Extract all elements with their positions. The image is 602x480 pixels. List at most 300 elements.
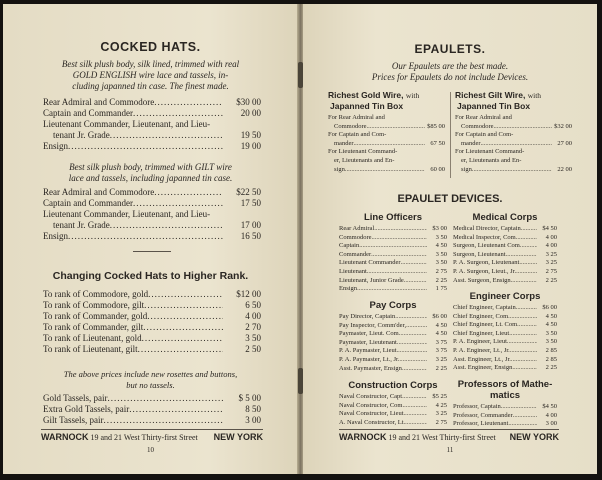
item-price: 3 50 bbox=[545, 329, 557, 337]
item-price: 20 00 bbox=[240, 108, 261, 118]
divider bbox=[133, 251, 171, 252]
price-row bbox=[43, 311, 261, 322]
price-row bbox=[339, 313, 447, 322]
heading-line: with bbox=[527, 91, 542, 100]
price-row bbox=[339, 277, 447, 286]
construction-corps-section bbox=[339, 380, 447, 427]
price-row bbox=[453, 364, 557, 373]
gold-hat-price-list bbox=[43, 97, 261, 152]
item-label: Rear Admiral and Commodore bbox=[43, 187, 155, 197]
price-row bbox=[453, 259, 557, 268]
price-row bbox=[455, 166, 572, 175]
epaulets-title: EPAULETS. bbox=[414, 42, 486, 56]
price-row bbox=[43, 130, 261, 141]
leader-dots bbox=[110, 220, 223, 231]
leader-dots bbox=[481, 140, 553, 149]
price-row bbox=[43, 198, 261, 209]
item-label: Gold Tassels, pair bbox=[43, 393, 108, 403]
price-row bbox=[339, 347, 447, 356]
leader-dots bbox=[107, 393, 223, 404]
leader-dots bbox=[511, 356, 537, 365]
leader-dots bbox=[345, 166, 425, 175]
price-row bbox=[339, 322, 447, 331]
item-label: Naval Constructor, Com. bbox=[339, 401, 405, 409]
line-officers-rows bbox=[339, 225, 447, 294]
engineer-corps-heading: Engineer Corps bbox=[469, 291, 541, 302]
item-price: 3 50 bbox=[435, 233, 447, 241]
price-row bbox=[339, 410, 447, 419]
item-label: P. A. Paymaster, Lt., Jr. bbox=[339, 355, 400, 363]
leader-dots bbox=[521, 242, 537, 251]
item-price: 4 50 bbox=[435, 242, 447, 250]
item-price: 2 70 bbox=[245, 322, 261, 332]
item-price: 2 25 bbox=[435, 276, 447, 284]
gilt-hat-price-list bbox=[43, 187, 261, 242]
desc-line: cluding japanned tin case. The finest made. bbox=[72, 81, 229, 91]
line-officers-section bbox=[339, 212, 447, 294]
leader-dots bbox=[133, 198, 223, 209]
price-row bbox=[339, 365, 447, 374]
price-row bbox=[453, 225, 557, 234]
leader-dots bbox=[374, 225, 427, 234]
item-label: Lieutenant Commander, Lieutenant, and Lieu- bbox=[43, 209, 211, 219]
cocked-hats-desc1 bbox=[3, 59, 298, 92]
item-price: 3 00 bbox=[245, 415, 261, 425]
leader-dots bbox=[405, 419, 427, 428]
leader-dots bbox=[510, 347, 537, 356]
item-price: 3 50 bbox=[545, 338, 557, 346]
leader-dots bbox=[516, 268, 537, 277]
leader-dots bbox=[133, 108, 223, 119]
note-line: but no tassels. bbox=[126, 380, 175, 390]
item-label: Commodore bbox=[334, 122, 367, 130]
item-price: 3 25 bbox=[435, 410, 447, 418]
item-label: Asst. Engineer, Ensign bbox=[453, 364, 513, 372]
item-price: 3 25 bbox=[545, 259, 557, 267]
footer-city: NEW YORK bbox=[509, 432, 559, 442]
leader-dots bbox=[506, 251, 537, 260]
price-row bbox=[339, 242, 447, 251]
item-price: 3 75 bbox=[435, 347, 447, 355]
leader-dots bbox=[398, 347, 427, 356]
price-row bbox=[328, 157, 445, 166]
desc-line: GOLD ENGLISH wire lace and tassels, in- bbox=[72, 70, 229, 80]
leader-dots bbox=[372, 234, 428, 243]
item-price: $22 50 bbox=[236, 187, 261, 197]
item-label: Lieutenant Commander bbox=[339, 259, 401, 267]
item-price: $6 00 bbox=[542, 304, 557, 311]
right-page bbox=[303, 4, 597, 474]
construction-corps-rows bbox=[339, 393, 447, 427]
math-professors-section bbox=[453, 379, 557, 429]
leader-dots bbox=[154, 97, 223, 108]
item-label: For Rear Admiral and bbox=[455, 114, 512, 121]
gilt-epaulet-box bbox=[455, 90, 572, 174]
item-price: $32 00 bbox=[554, 122, 572, 130]
price-row bbox=[43, 97, 261, 108]
leader-dots bbox=[511, 330, 537, 339]
gold-epaulet-box bbox=[328, 90, 445, 174]
item-label: sign bbox=[334, 165, 345, 173]
item-price: 4 25 bbox=[435, 401, 447, 409]
leader-dots bbox=[154, 187, 223, 198]
price-row bbox=[328, 123, 445, 132]
leader-dots bbox=[512, 364, 537, 373]
item-label: Gilt Tassels, pair bbox=[43, 415, 104, 425]
leader-dots bbox=[354, 140, 426, 149]
leader-dots bbox=[143, 322, 223, 333]
cocked-hats-title: COCKED HATS. bbox=[100, 40, 201, 54]
item-price: 3 25 bbox=[435, 355, 447, 363]
item-price: 3 50 bbox=[245, 333, 261, 343]
item-price: 2 25 bbox=[545, 364, 557, 372]
item-price: 2 25 bbox=[435, 364, 447, 372]
item-price: 60 00 bbox=[430, 165, 445, 173]
item-price: 4 00 bbox=[545, 233, 557, 241]
item-label: Naval Constructor, Lieut. bbox=[339, 410, 406, 418]
item-price: 17 50 bbox=[240, 198, 261, 208]
item-label: Commander bbox=[339, 250, 372, 258]
price-row bbox=[339, 419, 447, 428]
item-label: P. A. Paymaster, Lieut. bbox=[339, 347, 399, 355]
footer-rule bbox=[339, 429, 559, 430]
item-label: Asst. Paymaster, Ensign bbox=[339, 364, 402, 372]
price-row bbox=[43, 209, 261, 220]
item-price: $4 50 bbox=[542, 403, 557, 410]
item-label: To rank of Lieutenant, gilt bbox=[43, 344, 138, 354]
price-row bbox=[455, 157, 572, 166]
item-label: Lieutenant bbox=[339, 267, 367, 275]
price-row bbox=[43, 300, 261, 311]
leader-dots bbox=[371, 251, 427, 260]
item-price: 3 50 bbox=[435, 259, 447, 267]
leader-dots bbox=[147, 311, 223, 322]
footer-address: 19 and 21 West Thirty-first Street bbox=[90, 433, 198, 442]
leader-dots bbox=[519, 259, 537, 268]
leader-dots bbox=[148, 289, 223, 300]
price-row bbox=[328, 131, 445, 140]
price-row bbox=[43, 404, 261, 415]
leader-dots bbox=[144, 300, 223, 311]
item-label: P. A. Engineer, Lt., Jr. bbox=[453, 346, 510, 354]
item-label: Ensign bbox=[43, 141, 69, 151]
price-row bbox=[453, 321, 557, 330]
item-price: 6 50 bbox=[245, 300, 261, 310]
item-price: 2 85 bbox=[545, 346, 557, 354]
engineer-corps-rows bbox=[453, 304, 557, 373]
leader-dots bbox=[399, 356, 427, 365]
item-label: Lieutenant, Junior Grade bbox=[339, 276, 404, 284]
item-label: Commodore bbox=[461, 122, 494, 130]
item-price: 19 50 bbox=[240, 130, 261, 140]
item-price: 2 85 bbox=[545, 355, 557, 363]
item-price: $6 00 bbox=[432, 313, 447, 320]
item-label: Chief Engineer, Captain bbox=[453, 304, 516, 311]
price-row bbox=[339, 251, 447, 260]
item-price: 3 00 bbox=[545, 420, 557, 428]
item-price: 2 75 bbox=[435, 418, 447, 426]
medical-corps-section bbox=[453, 212, 557, 285]
leader-dots bbox=[400, 330, 427, 339]
price-row bbox=[43, 393, 261, 404]
item-label: Ensign bbox=[43, 231, 69, 241]
footer-brand: WARNOCK bbox=[41, 432, 89, 442]
price-row bbox=[328, 140, 445, 149]
item-label: Naval Constructor, Capt. bbox=[339, 393, 404, 400]
heading-line: Richest Gilt Wire, bbox=[455, 90, 526, 100]
item-price: 4 00 bbox=[545, 411, 557, 419]
item-label: Paymaster, Lieut. Com. bbox=[339, 330, 401, 338]
page-number: 10 bbox=[147, 446, 154, 454]
heading-line: with bbox=[405, 91, 420, 100]
item-label: tenant Jr. Grade bbox=[53, 220, 110, 230]
item-price: $5 25 bbox=[432, 393, 447, 400]
item-label: A. Naval Constructor, Lt. bbox=[339, 418, 406, 426]
item-label: For Captain and Com- bbox=[455, 131, 514, 139]
price-row bbox=[339, 339, 447, 348]
item-price: 27 00 bbox=[557, 139, 572, 147]
line-officers-heading: Line Officers bbox=[363, 212, 423, 223]
item-price: 4 00 bbox=[245, 311, 261, 321]
item-label: To rank of Commodore, gilt bbox=[43, 300, 145, 310]
price-row bbox=[339, 259, 447, 268]
price-row bbox=[43, 322, 261, 333]
item-label: Paymaster, Lieutenant bbox=[339, 338, 397, 346]
math-professors-rows bbox=[453, 403, 557, 429]
heading-line: Japanned Tin Box bbox=[330, 101, 404, 111]
item-label: Captain bbox=[339, 242, 360, 250]
gold-epaulet-rows bbox=[328, 114, 445, 174]
item-label: Asst. Engineer, Lt., Jr. bbox=[453, 355, 511, 363]
item-price: 4 50 bbox=[545, 321, 557, 329]
item-label: For Captain and Com- bbox=[328, 131, 387, 139]
item-price: 2 50 bbox=[245, 344, 261, 354]
pay-corps-section bbox=[339, 300, 447, 373]
leader-dots bbox=[508, 420, 537, 429]
item-label: Extra Gold Tassels, pair bbox=[43, 404, 130, 414]
item-label: Ensign bbox=[339, 285, 358, 293]
heading-line: matics bbox=[489, 390, 521, 401]
item-price: $ 5 00 bbox=[238, 393, 261, 403]
leader-dots bbox=[472, 166, 552, 175]
price-row bbox=[455, 131, 572, 140]
price-row bbox=[453, 347, 557, 356]
leader-dots bbox=[401, 259, 427, 268]
rank-change-note bbox=[3, 369, 298, 391]
leader-dots bbox=[68, 231, 223, 242]
price-row bbox=[453, 251, 557, 260]
footer-city: NEW YORK bbox=[213, 432, 263, 442]
item-label: P. A. Engineer, Lieut. bbox=[453, 338, 509, 346]
price-row bbox=[453, 234, 557, 243]
cocked-hats-desc2 bbox=[3, 162, 298, 184]
item-label: Captain and Commander bbox=[43, 108, 133, 118]
price-row bbox=[455, 140, 572, 149]
item-price: 4 50 bbox=[435, 321, 447, 329]
price-row bbox=[328, 114, 445, 123]
item-label: To rank of Commodore, gold bbox=[43, 289, 149, 299]
footer-rule bbox=[41, 429, 263, 430]
page-number: 11 bbox=[446, 446, 454, 454]
item-price: $30 00 bbox=[236, 97, 261, 107]
price-row bbox=[453, 268, 557, 277]
item-price: 22 00 bbox=[557, 165, 572, 173]
leader-dots bbox=[103, 415, 223, 426]
price-row bbox=[339, 402, 447, 411]
price-row bbox=[453, 277, 557, 286]
price-row bbox=[453, 313, 557, 322]
desc-line: lace and tassels, including japanned tin case. bbox=[68, 173, 233, 183]
leader-dots bbox=[395, 313, 427, 322]
item-price: 1 75 bbox=[435, 285, 447, 293]
item-label: To rank of Commander, gold bbox=[43, 311, 148, 321]
leader-dots bbox=[517, 234, 537, 243]
leader-dots bbox=[405, 410, 427, 419]
changing-hats-title: Changing Cocked Hats to Higher Rank. bbox=[52, 270, 249, 282]
item-label: Professor, Captain bbox=[453, 403, 501, 410]
box-separator bbox=[450, 92, 451, 178]
item-label: sign bbox=[461, 165, 472, 173]
epaulets-desc bbox=[303, 61, 597, 83]
item-price: 3 50 bbox=[435, 250, 447, 258]
item-label: Chief Engineer, Lt. Com. bbox=[453, 321, 519, 329]
heading-line: Richest Gold Wire, bbox=[328, 90, 404, 100]
leader-dots bbox=[359, 242, 427, 251]
footer-brand: WARNOCK bbox=[339, 432, 387, 442]
price-row bbox=[43, 333, 261, 344]
right-footer bbox=[339, 432, 559, 442]
leader-dots bbox=[404, 393, 427, 402]
leader-dots bbox=[129, 404, 223, 415]
pay-corps-heading: Pay Corps bbox=[369, 300, 417, 311]
price-row bbox=[453, 356, 557, 365]
price-row bbox=[43, 141, 261, 152]
item-label: For Lieutenant Command- bbox=[328, 148, 398, 156]
leader-dots bbox=[509, 338, 537, 347]
leader-dots bbox=[521, 225, 537, 234]
item-price: 17 00 bbox=[240, 220, 261, 230]
price-row bbox=[453, 403, 557, 412]
item-price: 19 00 bbox=[240, 141, 261, 151]
price-row bbox=[339, 285, 447, 294]
gold-epaulet-heading bbox=[328, 90, 445, 111]
left-footer bbox=[41, 432, 263, 442]
item-price: 3 25 bbox=[545, 250, 557, 258]
price-row bbox=[339, 393, 447, 402]
item-label: mander bbox=[461, 139, 481, 147]
item-label: tenant Jr. Grade bbox=[53, 130, 110, 140]
price-row bbox=[453, 330, 557, 339]
item-price: 2 75 bbox=[435, 267, 447, 275]
item-label: For Rear Admiral and bbox=[328, 114, 385, 121]
item-label: Professor, Lieutenant bbox=[453, 420, 509, 428]
item-label: To rank of Commander, gilt bbox=[43, 322, 144, 332]
price-row bbox=[453, 412, 557, 421]
gilt-epaulet-rows bbox=[455, 114, 572, 174]
item-price: 3 75 bbox=[435, 338, 447, 346]
item-price: $3 00 bbox=[432, 225, 447, 232]
note-line: The above prices include new rosettes and buttons, bbox=[63, 369, 238, 379]
heading-line: Japanned Tin Box bbox=[457, 101, 531, 111]
item-label: To rank of Lieutenant, gold bbox=[43, 333, 142, 343]
tassels-price-list bbox=[43, 393, 261, 426]
desc-line: Our Epaulets are the best made. bbox=[391, 61, 509, 71]
leader-dots bbox=[516, 304, 537, 313]
item-price: 2 75 bbox=[545, 267, 557, 275]
price-row bbox=[43, 415, 261, 426]
medical-corps-heading: Medical Corps bbox=[472, 212, 538, 223]
leader-dots bbox=[511, 277, 537, 286]
price-row bbox=[339, 225, 447, 234]
price-row bbox=[453, 304, 557, 313]
leader-dots bbox=[494, 123, 553, 132]
leader-dots bbox=[357, 285, 427, 294]
item-price: 4 00 bbox=[545, 242, 557, 250]
leader-dots bbox=[513, 412, 537, 421]
leader-dots bbox=[110, 130, 223, 141]
item-label: Chief Engineer, Lieut. bbox=[453, 329, 511, 337]
price-row bbox=[328, 166, 445, 175]
leader-dots bbox=[397, 339, 427, 348]
price-row bbox=[339, 268, 447, 277]
gilt-epaulet-heading bbox=[455, 90, 572, 111]
item-label: Lieutenant Commander, Lieutenant, and Lieu- bbox=[43, 119, 211, 129]
leader-dots bbox=[138, 344, 223, 355]
leader-dots bbox=[68, 141, 223, 152]
item-price: 8 50 bbox=[245, 404, 261, 414]
price-row bbox=[455, 123, 572, 132]
item-price: 4 50 bbox=[435, 330, 447, 338]
price-row bbox=[453, 242, 557, 251]
item-price: 2 25 bbox=[545, 276, 557, 284]
price-row bbox=[43, 344, 261, 355]
leader-dots bbox=[367, 268, 427, 277]
desc-line: Best silk plush body, trimmed with GILT wire bbox=[69, 162, 232, 172]
engineer-corps-section bbox=[453, 291, 557, 373]
item-label: Rear Admiral and Commodore bbox=[43, 97, 155, 107]
price-row bbox=[339, 234, 447, 243]
leader-dots bbox=[367, 123, 426, 132]
construction-corps-heading: Construction Corps bbox=[348, 380, 438, 391]
item-label: Medical Director, Captain bbox=[453, 225, 521, 232]
medical-corps-rows bbox=[453, 225, 557, 285]
item-price: $85 00 bbox=[427, 122, 445, 130]
price-row bbox=[455, 114, 572, 123]
item-price: 16 50 bbox=[240, 231, 261, 241]
item-price: 4 50 bbox=[545, 312, 557, 320]
item-label: mander bbox=[334, 139, 354, 147]
leader-dots bbox=[501, 403, 537, 412]
item-label: P. A. Surgeon, Lieut., Jr. bbox=[453, 267, 517, 275]
math-professors-heading bbox=[453, 379, 557, 401]
leader-dots bbox=[404, 277, 427, 286]
leader-dots bbox=[519, 321, 537, 330]
leader-dots bbox=[142, 333, 223, 344]
leader-dots bbox=[404, 402, 427, 411]
desc-line: Prices for Epaulets do not include Devices. bbox=[371, 72, 529, 82]
price-row bbox=[43, 231, 261, 242]
price-row bbox=[455, 148, 572, 157]
leader-dots bbox=[402, 365, 427, 374]
item-label: Medical Inspector, Com. bbox=[453, 233, 518, 241]
price-row bbox=[43, 187, 261, 198]
price-row bbox=[339, 330, 447, 339]
price-row bbox=[43, 108, 261, 119]
desc-line: Best silk plush body, silk lined, trimmed with real bbox=[61, 59, 240, 69]
item-label: P. A. Surgeon, Lieutenant bbox=[453, 259, 520, 267]
item-label: Pay Director, Captain bbox=[339, 313, 396, 320]
price-row bbox=[43, 289, 261, 300]
